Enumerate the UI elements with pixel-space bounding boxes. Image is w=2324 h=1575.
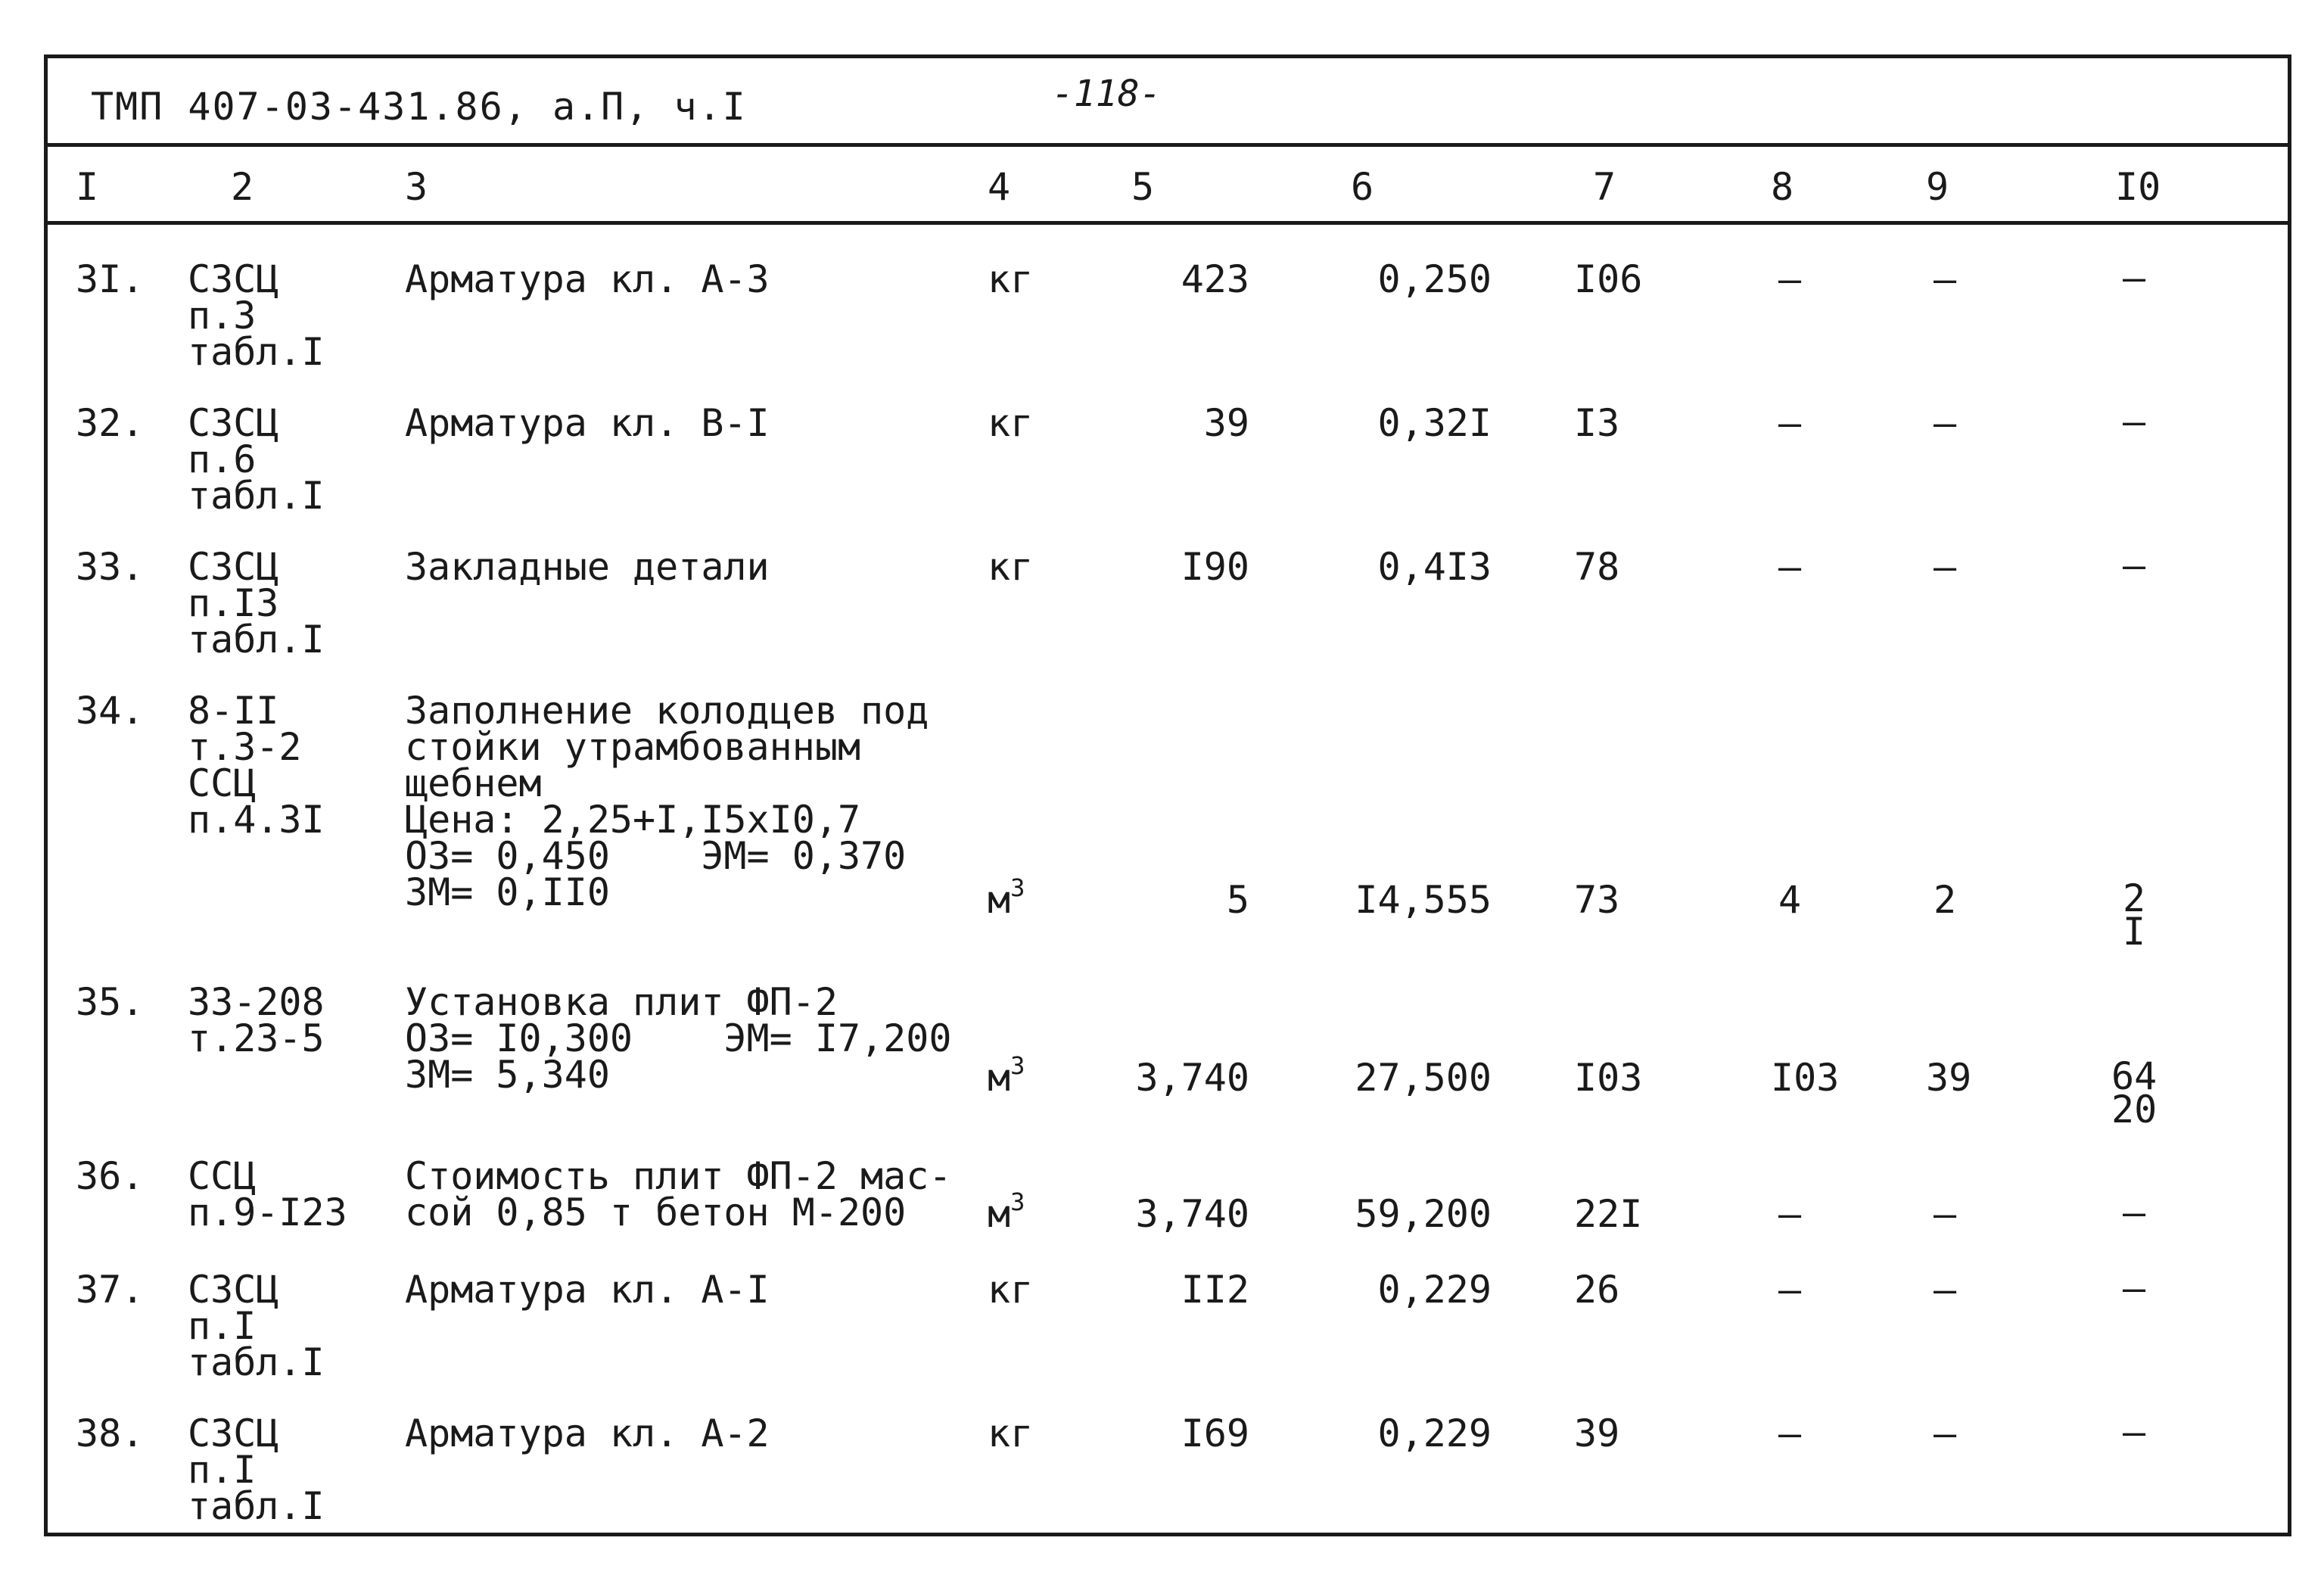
column-8-value: –	[1778, 1412, 1802, 1455]
column-9-value: –	[1933, 401, 1957, 445]
unit-price: 0,4I3	[1377, 545, 1492, 589]
unit-price: 0,229	[1377, 1412, 1492, 1455]
total-cost: I3	[1574, 401, 1620, 445]
column-10-value: –	[2122, 256, 2146, 300]
norm-code: СЗСЦ п.I табл.I	[188, 1268, 325, 1384]
column-header-8: 8	[1771, 165, 1794, 209]
total-cost: 78	[1574, 545, 1620, 589]
norm-code: 33-208 т.23-5	[188, 980, 325, 1060]
column-header-1: I	[76, 165, 99, 209]
unit-exponent: 3	[1010, 873, 1025, 902]
quantity: II2	[1181, 1268, 1249, 1312]
total-cost: 22I	[1574, 1192, 1643, 1236]
column-header-6: 6	[1351, 165, 1374, 209]
column-10-value: –	[2122, 543, 2146, 587]
work-description: Арматура кл. А-2	[405, 1412, 770, 1455]
column-8-value: –	[1778, 1192, 1802, 1236]
column-10-value: 64 20	[2111, 1054, 2158, 1131]
row-number: 33.	[76, 545, 145, 589]
row-number: 32.	[76, 401, 145, 445]
column-8-value: I03	[1771, 1056, 1840, 1100]
unit-exponent: 3	[1010, 1187, 1025, 1216]
row-number: 35.	[76, 980, 145, 1024]
column-8-value: –	[1778, 545, 1802, 589]
quantity: 3,740	[1135, 1056, 1249, 1100]
column-header-3: 3	[405, 165, 428, 209]
unit: кг	[988, 401, 1034, 445]
work-description: Арматура кл. В-I	[405, 401, 770, 445]
quantity: 39	[1203, 401, 1249, 445]
unit: $м^3$	[988, 1187, 1025, 1236]
row-number: 38.	[76, 1412, 145, 1455]
work-description: Арматура кл. А-I	[405, 1268, 770, 1312]
quantity: 423	[1181, 257, 1249, 301]
row-number: 3I.	[76, 257, 145, 301]
column-10-value: –	[2122, 1191, 2146, 1234]
page-number: -118-	[1052, 73, 1162, 115]
column-10-value: –	[2122, 1410, 2146, 1454]
column-9-value: 2	[1933, 878, 1957, 922]
total-cost: 39	[1574, 1412, 1620, 1455]
column-10-value: 2 I	[2122, 876, 2146, 954]
header-divider	[44, 143, 2291, 147]
column-8-value: –	[1778, 1268, 1802, 1312]
quantity: 5	[1226, 878, 1249, 922]
column-header-7: 7	[1593, 165, 1616, 209]
quantity: I69	[1181, 1412, 1249, 1455]
column-8-value: –	[1778, 401, 1802, 445]
column-8-value: 4	[1778, 878, 1802, 922]
row-number: 34.	[76, 689, 145, 733]
column-10-value: –	[2122, 1266, 2146, 1310]
column-header-divider	[44, 221, 2291, 225]
document-code: ТМП 407-03-431.86, а.П, ч.I	[91, 85, 747, 129]
total-cost: 73	[1574, 878, 1620, 922]
norm-code: СЗСЦ п.I3 табл.I	[188, 545, 325, 661]
norm-code: 8-II т.3-2 ССЦ п.4.3I	[188, 689, 325, 842]
unit-price: I4,555	[1355, 878, 1492, 922]
unit-price: 0,32I	[1377, 401, 1492, 445]
unit-exponent: 3	[1010, 1051, 1025, 1080]
unit-price: 59,200	[1355, 1192, 1492, 1236]
unit: кг	[988, 257, 1034, 301]
row-number: 37.	[76, 1268, 145, 1312]
unit: кг	[988, 545, 1034, 589]
column-8-value: –	[1778, 257, 1802, 301]
norm-code: СЗСЦ п.I табл.I	[188, 1412, 325, 1528]
column-header-4: 4	[988, 165, 1011, 209]
column-9-value: 39	[1926, 1056, 1972, 1100]
unit: кг	[988, 1268, 1034, 1312]
work-description: Стоимость плит ФП-2 мас- сой 0,85 т бетон М-200	[405, 1154, 952, 1234]
column-header-10: I0	[2115, 165, 2161, 209]
work-description: Закладные детали	[405, 545, 770, 589]
column-header-9: 9	[1926, 165, 1949, 209]
column-9-value: –	[1933, 1412, 1957, 1455]
column-header-2: 2	[231, 165, 254, 209]
column-9-value: –	[1933, 257, 1957, 301]
work-description: Арматура кл. А-3	[405, 257, 770, 301]
unit-price: 0,250	[1377, 257, 1492, 301]
row-number: 36.	[76, 1154, 145, 1198]
unit: кг	[988, 1412, 1034, 1455]
column-9-value: –	[1933, 545, 1957, 589]
quantity: 3,740	[1135, 1192, 1249, 1236]
total-cost: I06	[1574, 257, 1643, 301]
work-description: Установка плит ФП-2 ОЗ= I0,300 ЭМ= I7,200 ЗМ= 5,340	[405, 980, 952, 1097]
column-9-value: –	[1933, 1192, 1957, 1236]
norm-code: СЗСЦ п.6 табл.I	[188, 401, 325, 518]
unit: $м^3$	[988, 1051, 1025, 1100]
norm-code: ССЦ п.9-I23	[188, 1154, 347, 1234]
quantity: I90	[1181, 545, 1249, 589]
column-header-5: 5	[1131, 165, 1155, 209]
total-cost: I03	[1574, 1056, 1643, 1100]
work-description: Заполнение колодцев под стойки утрамбованным щебнем Цена: 2,25+I,I5хI0,7 ОЗ= 0,450 ЭМ= 0,370 ЗМ= 0,II0	[405, 689, 929, 914]
column-10-value: –	[2122, 400, 2146, 444]
unit-price: 27,500	[1355, 1056, 1492, 1100]
column-9-value: –	[1933, 1268, 1957, 1312]
norm-code: СЗСЦ п.3 табл.I	[188, 257, 325, 374]
unit-price: 0,229	[1377, 1268, 1492, 1312]
unit: $м^3$	[988, 873, 1025, 922]
total-cost: 26	[1574, 1268, 1620, 1312]
